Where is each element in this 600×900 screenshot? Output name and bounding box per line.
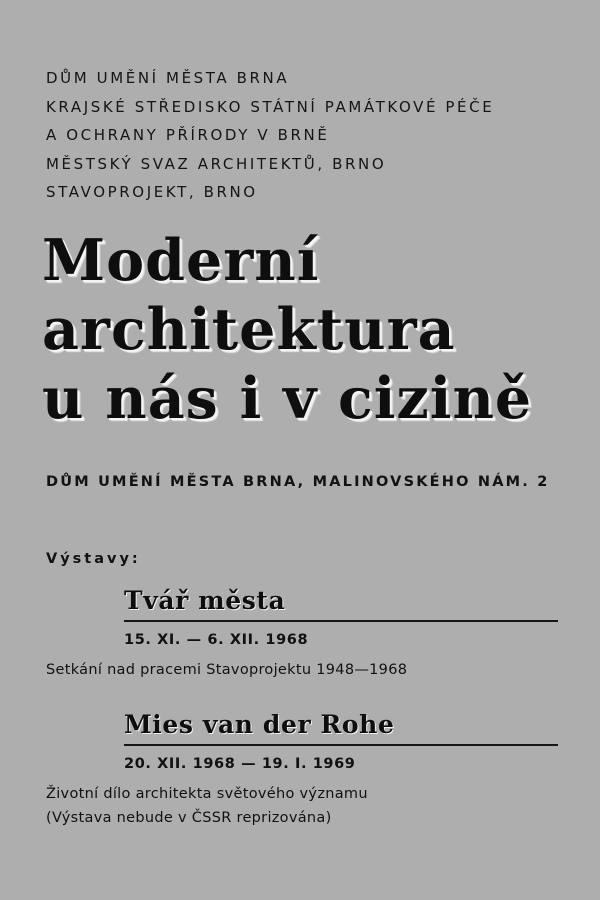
description-line: Setkání nad pracemi Stavoprojektu 1948—1968 [46,662,408,678]
organizer-line: KRAJSKÉ STŘEDISKO STÁTNÍ PAMÁTKOVÉ PÉČE [46,97,495,116]
exhibition-title: Tvář města [124,586,286,615]
headline-line: architektura [42,296,456,363]
exhibition-dates: 15. XI. — 6. XII. 1968 [124,632,309,648]
organizer-line: STAVOPROJEKT, BRNO [46,183,258,201]
exhibition-dates: 20. XII. 1968 — 19. I. 1969 [124,756,356,772]
description-line: Životní dílo architekta světového významu [46,786,368,802]
exhibition-description [46,782,558,830]
venue-address: DŮM UMĚNÍ MĚSTA BRNA, MALINOVSKÉHO NÁM. 2 [46,474,550,490]
organizer-list [46,64,494,207]
poster-headline [42,226,532,433]
organizer-line: DŮM UMĚNÍ MĚSTA BRNA [46,69,290,87]
exhibition-entry [46,710,558,830]
organizer-line: A OCHRANY PŘÍRODY V BRNĚ [46,126,330,144]
divider-rule [124,620,558,622]
description-line: (Výstava nebude v ČSSR reprizována) [46,810,332,826]
organizer-line: MĚSTSKÝ SVAZ ARCHITEKTŮ, BRNO [46,154,387,173]
exhibitions-label: Výstavy: [46,551,141,567]
headline-line: Moderní [42,227,320,294]
divider-rule [124,744,558,746]
exhibition-description [46,658,558,682]
exhibition-entry [46,586,558,682]
headline-line: u nás i v cizině [42,365,533,432]
exhibition-title: Mies van der Rohe [124,710,395,739]
